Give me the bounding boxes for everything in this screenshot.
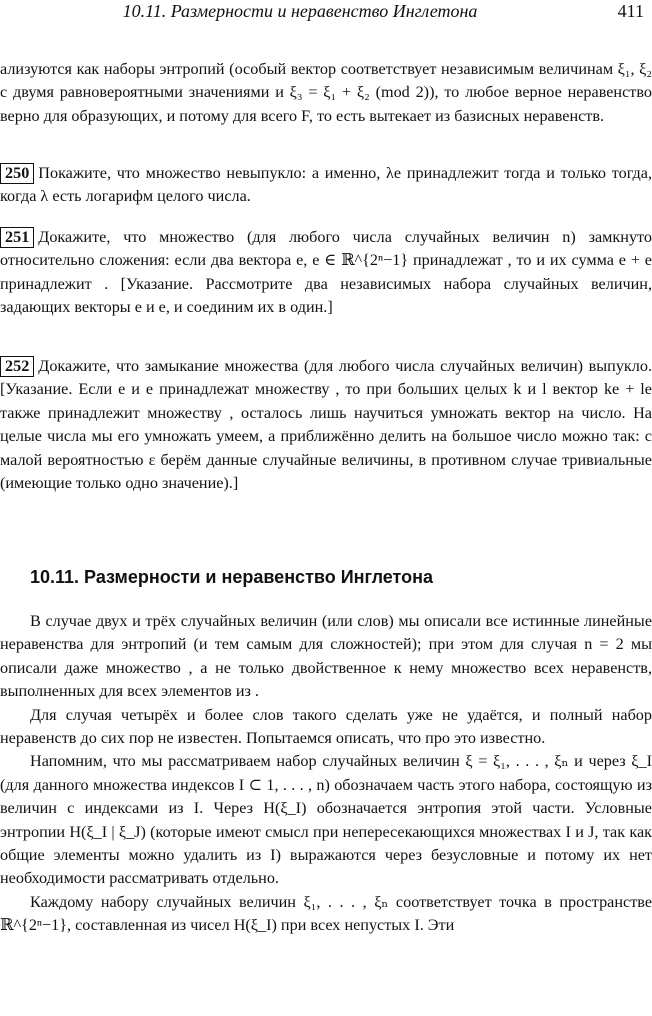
section-heading: 10.11. Размерности и неравенство Инглетона bbox=[30, 567, 433, 587]
intro-block bbox=[0, 58, 652, 128]
problem-text: Докажите, что замыкание множества (для любого числа случайных величин) выпукло. [Указание. Если e и e принадлежат множеству , то при больших целых k и l вектор ke + le также принадлежит множеству , осталось лишь научиться умножать вектор на число. На целые числа мы его умножать умеем, а приближённо делить на большое число можно так: с малой вероятностью ε берём данные случайные величины, в противном случае тривиальные (имеющие только одно значение).] bbox=[0, 357, 652, 493]
problem-text: Докажите, что множество (для любого числа случайных величин n) замкнуто относительно сложения: если два вектора e, e ∈ ℝ^{2ⁿ−1} принадлежат , то и их сумма e + e принадлежит . [Указание. Рассмотрите два независимых набора случайных величин, задающих векторы e и e, и соединим их в один.] bbox=[0, 228, 652, 317]
section-body bbox=[0, 610, 652, 938]
section-paragraph: В случае двух и трёх случайных величин (или слов) мы описали все истинные линейные неравенства для энтропий (и тем самым для сложностей); при этом для случая n = 2 мы описали даже множество , а не только двойственное к нему множество всех неравенств, выполненных для всех элементов из . bbox=[0, 612, 652, 701]
running-title: 10.11. Размерности и неравенство Инглетона bbox=[122, 1, 478, 21]
problem-251 bbox=[0, 226, 652, 320]
problem-252 bbox=[0, 355, 652, 495]
section-paragraph: Для случая четырёх и более слов такого сделать уже не удаётся, и полный набор неравенств до сих пор не известен. Попытаемся описать, что про это известно. bbox=[0, 705, 652, 748]
problem-250 bbox=[0, 162, 652, 209]
problem-number: 252 bbox=[0, 356, 34, 377]
page-number: 411 bbox=[617, 1, 644, 21]
problem-number: 250 bbox=[0, 163, 34, 184]
section-paragraph: Напомним, что мы рассматриваем набор случайных величин ξ = ξ₁, . . . , ξₙ и через ξ_I (для данного множества индексов I ⊂ 1, . . . , n) обозначаем часть этого набора, состоящую из величин с индексами из I. Через H(ξ_I) обозначается энтропия этой части. Условные энтропии H(ξ_I | ξ_J) (которые имеют смысл при непересекающихся множествах I и J, так как общие элементы можно удалить из I) выражаются через безусловные и потому их нет необходимости рассматривать отдельно. bbox=[0, 752, 652, 888]
running-header bbox=[0, 0, 652, 24]
intro-paragraph: ализуются как наборы энтропий (особый вектор соответствует независимым величинам ξ₁, ξ₂ с двумя равновероятными значениями и ξ₃ = ξ₁ + ξ₂ (mod 2)), то любое верное неравенство верно для образующих, и потому для всего F, то есть вытекает из базисных неравенств. bbox=[0, 60, 652, 125]
problem-number: 251 bbox=[0, 227, 34, 248]
problem-text: Покажите, что множество невыпукло: а именно, λe принадлежит тогда и только тогда, когда λ есть логарифм целого числа. bbox=[0, 164, 652, 206]
section-paragraph: Каждому набору случайных величин ξ₁, . . . , ξₙ соответствует точка в пространстве ℝ^{2ⁿ−1}, составленная из чисел H(ξ_I) при всех непустых I. Эти bbox=[0, 892, 652, 935]
